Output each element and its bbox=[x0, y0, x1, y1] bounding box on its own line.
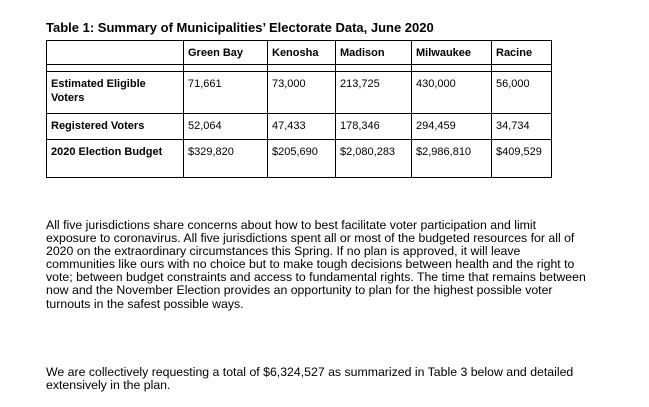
table-cell: $205,690 bbox=[268, 140, 336, 178]
spacer-cell bbox=[412, 65, 492, 72]
table-spacer-row bbox=[47, 65, 552, 72]
spacer-cell bbox=[184, 65, 268, 72]
table-cell: 430,000 bbox=[412, 72, 492, 114]
table-cell: 71,661 bbox=[184, 72, 268, 114]
column-header-kenosha: Kenosha bbox=[268, 41, 336, 65]
table-cell: $2,986,810 bbox=[412, 140, 492, 178]
table-cell: 34,734 bbox=[492, 114, 552, 140]
body-paragraph-request: We are collectively requesting a total of $6,324,527 as summarized in Table 3 below and detailed extensively in the plan. bbox=[46, 365, 574, 393]
table-cell: 56,000 bbox=[492, 72, 552, 114]
table-cell: $329,820 bbox=[184, 140, 268, 178]
table-cell: 294,459 bbox=[412, 114, 492, 140]
table-cell: 52,064 bbox=[184, 114, 268, 140]
table-caption: Table 1: Summary of Municipalities’ Electorate Data, June 2020 bbox=[46, 20, 434, 35]
table-header-row bbox=[47, 41, 552, 65]
table-row-eligible-voters bbox=[47, 72, 552, 114]
spacer-cell bbox=[268, 65, 336, 72]
spacer-cell bbox=[47, 65, 184, 72]
column-header-milwaukee: Milwaukee bbox=[412, 41, 492, 65]
table-row-registered-voters bbox=[47, 114, 552, 140]
body-paragraph-concerns: All five jurisdictions share concerns about how to best facilitate voter participation and limit exposure to coronavirus. All five jurisdictions spent all or most of the budgeted resources for all of 2020 on the extraordinary circumstances this Spring. If no plan is approved, it will leave communities like ours with no choice but to make tough decisions between health and the right to vote; between budget constraints and access to fundamental rights. The time that remains between now and the November Election provides an opportunity to plan for the highest possible voter turnouts in the safest possible ways. bbox=[46, 218, 586, 311]
table-cell: 213,725 bbox=[336, 72, 412, 114]
spacer-cell bbox=[492, 65, 552, 72]
table-cell: $2,080,283 bbox=[336, 140, 412, 178]
table-cell: 178,346 bbox=[336, 114, 412, 140]
row-label-eligible-voters: Estimated Eligible Voters bbox=[47, 72, 184, 114]
row-label-registered-voters: Registered Voters bbox=[47, 114, 184, 140]
column-header-madison: Madison bbox=[336, 41, 412, 65]
spacer-cell bbox=[336, 65, 412, 72]
column-header-green-bay: Green Bay bbox=[184, 41, 268, 65]
table-cell: $409,529 bbox=[492, 140, 552, 178]
electorate-data-table bbox=[46, 40, 552, 178]
column-header-racine: Racine bbox=[492, 41, 552, 65]
table-cell: 47,433 bbox=[268, 114, 336, 140]
row-label-election-budget: 2020 Election Budget bbox=[47, 140, 184, 178]
table-cell: 73,000 bbox=[268, 72, 336, 114]
table-row-election-budget bbox=[47, 140, 552, 178]
header-corner-cell bbox=[47, 41, 184, 65]
